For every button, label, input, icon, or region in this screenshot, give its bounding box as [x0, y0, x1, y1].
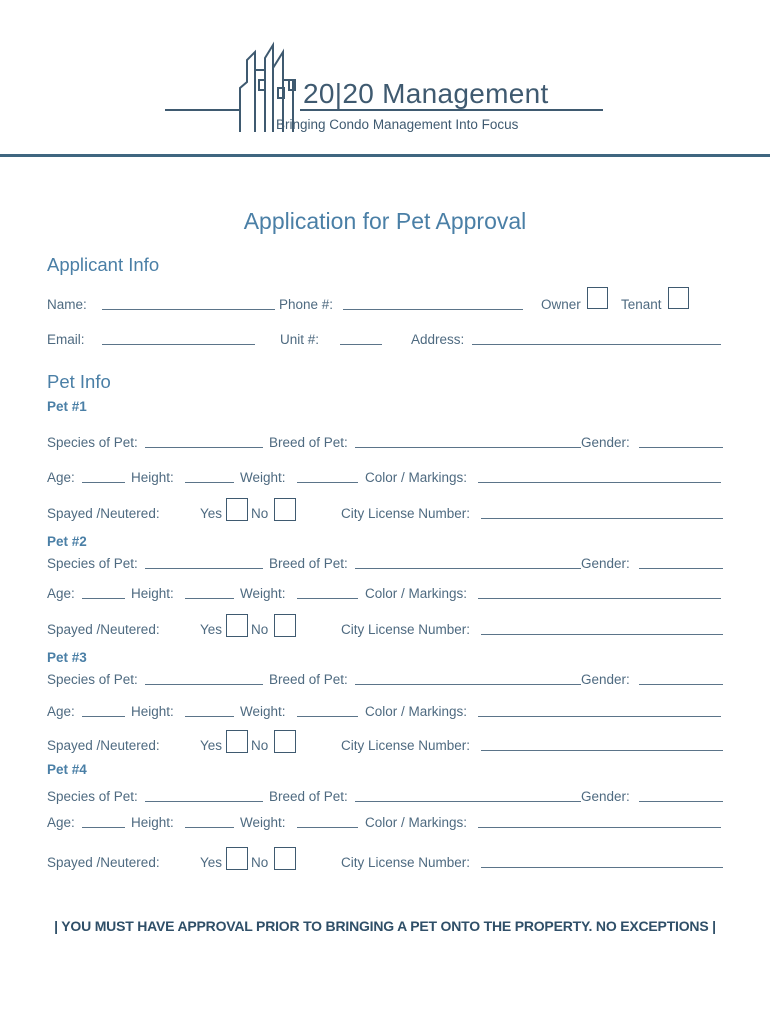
gender-field[interactable] — [639, 672, 723, 685]
no-checkbox[interactable] — [274, 730, 296, 753]
height-label: Height: — [131, 470, 174, 485]
gender-field[interactable] — [639, 789, 723, 802]
species-field[interactable] — [145, 672, 263, 685]
species-label: Species of Pet: — [47, 789, 138, 804]
gender-field[interactable] — [639, 435, 723, 448]
spayed-label: Spayed /Neutered: — [47, 855, 160, 870]
color-field[interactable] — [478, 470, 721, 483]
spayed-label: Spayed /Neutered: — [47, 622, 160, 637]
yes-label: Yes — [200, 738, 223, 753]
gender-label: Gender: — [581, 556, 630, 571]
owner-label: Owner — [541, 297, 581, 312]
age-field[interactable] — [82, 815, 125, 828]
address-field[interactable] — [472, 332, 721, 345]
age-label: Age: — [47, 815, 75, 830]
breed-label: Breed of Pet: — [269, 672, 348, 687]
pet-title: Pet #4 — [47, 762, 87, 777]
species-label: Species of Pet: — [47, 672, 138, 687]
breed-label: Breed of Pet: — [269, 789, 348, 804]
weight-field[interactable] — [297, 470, 358, 483]
license-field[interactable] — [481, 738, 723, 751]
gender-label: Gender: — [581, 789, 630, 804]
license-field[interactable] — [481, 855, 723, 868]
weight-label: Weight: — [240, 815, 286, 830]
brand-name: 20|20 Management — [303, 78, 549, 109]
tenant-checkbox[interactable] — [668, 287, 689, 309]
tenant-label: Tenant — [621, 297, 662, 312]
license-label: City License Number: — [341, 738, 471, 753]
species-field[interactable] — [145, 435, 263, 448]
height-label: Height: — [131, 815, 174, 830]
pet-section-title: Pet Info — [47, 371, 111, 392]
species-label: Species of Pet: — [47, 556, 138, 571]
no-checkbox[interactable] — [274, 498, 296, 521]
breed-label: Breed of Pet: — [269, 435, 348, 450]
gender-label: Gender: — [581, 672, 630, 687]
height-field[interactable] — [185, 704, 234, 717]
color-label: Color / Markings: — [365, 704, 468, 719]
address-label: Address: — [411, 332, 465, 347]
license-label: City License Number: — [341, 855, 471, 870]
species-label: Species of Pet: — [47, 435, 138, 450]
breed-field[interactable] — [355, 789, 581, 802]
brand-tagline: Bringing Condo Management Into Focus — [276, 117, 519, 132]
gender-label: Gender: — [581, 435, 630, 450]
weight-field[interactable] — [297, 586, 358, 599]
license-label: City License Number: — [341, 622, 471, 637]
email-field[interactable] — [102, 332, 255, 345]
age-label: Age: — [47, 704, 75, 719]
license-field[interactable] — [481, 506, 723, 519]
approval-notice: | YOU MUST HAVE APPROVAL PRIOR TO BRINGING A PET ONTO THE PROPERTY. NO EXCEPTIONS | — [54, 918, 716, 934]
spayed-label: Spayed /Neutered: — [47, 506, 160, 521]
gender-field[interactable] — [639, 556, 723, 569]
height-field[interactable] — [185, 586, 234, 599]
name-label: Name: — [47, 297, 87, 312]
height-label: Height: — [131, 704, 174, 719]
breed-label: Breed of Pet: — [269, 556, 348, 571]
yes-checkbox[interactable] — [226, 730, 248, 753]
color-field[interactable] — [478, 704, 721, 717]
species-field[interactable] — [145, 556, 263, 569]
no-label: No — [251, 855, 269, 870]
pet-title: Pet #1 — [47, 399, 87, 414]
age-field[interactable] — [82, 586, 125, 599]
yes-label: Yes — [200, 855, 223, 870]
color-field[interactable] — [478, 815, 721, 828]
applicant-section-title: Applicant Info — [47, 254, 160, 275]
breed-field[interactable] — [355, 556, 581, 569]
name-field[interactable] — [102, 297, 275, 310]
license-field[interactable] — [481, 622, 723, 635]
breed-field[interactable] — [355, 435, 581, 448]
color-label: Color / Markings: — [365, 815, 468, 830]
breed-field[interactable] — [355, 672, 581, 685]
age-field[interactable] — [82, 704, 125, 717]
color-label: Color / Markings: — [365, 470, 468, 485]
color-field[interactable] — [478, 586, 721, 599]
no-label: No — [251, 506, 269, 521]
height-field[interactable] — [185, 470, 234, 483]
species-field[interactable] — [145, 789, 263, 802]
unit-field[interactable] — [340, 332, 382, 345]
pet-title: Pet #3 — [47, 650, 87, 665]
no-label: No — [251, 738, 269, 753]
yes-checkbox[interactable] — [226, 498, 248, 521]
age-field[interactable] — [82, 470, 125, 483]
age-label: Age: — [47, 470, 75, 485]
age-label: Age: — [47, 586, 75, 601]
no-checkbox[interactable] — [274, 614, 296, 637]
owner-checkbox[interactable] — [587, 287, 608, 309]
weight-label: Weight: — [240, 470, 286, 485]
yes-checkbox[interactable] — [226, 847, 248, 870]
no-checkbox[interactable] — [274, 847, 296, 870]
yes-label: Yes — [200, 506, 223, 521]
license-label: City License Number: — [341, 506, 471, 521]
phone-label: Phone #: — [279, 297, 334, 312]
header-divider — [0, 154, 770, 157]
height-label: Height: — [131, 586, 174, 601]
unit-label: Unit #: — [280, 332, 320, 347]
weight-label: Weight: — [240, 586, 286, 601]
spayed-label: Spayed /Neutered: — [47, 738, 160, 753]
color-label: Color / Markings: — [365, 586, 468, 601]
height-field[interactable] — [185, 815, 234, 828]
page-title: Application for Pet Approval — [243, 208, 527, 234]
weight-field[interactable] — [297, 704, 358, 717]
weight-label: Weight: — [240, 704, 286, 719]
yes-checkbox[interactable] — [226, 614, 248, 637]
no-label: No — [251, 622, 269, 637]
email-label: Email: — [47, 332, 85, 347]
weight-field[interactable] — [297, 815, 358, 828]
phone-field[interactable] — [343, 297, 523, 310]
pet-title: Pet #2 — [47, 534, 87, 549]
yes-label: Yes — [200, 622, 223, 637]
